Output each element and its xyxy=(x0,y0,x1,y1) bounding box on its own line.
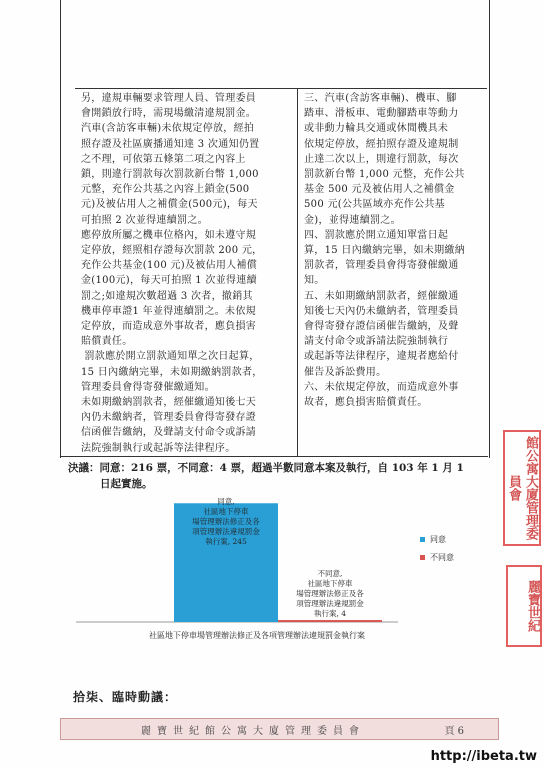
right-column-line: 知後七天內仍未繳納者，管理委員 xyxy=(304,305,459,317)
left-column-text xyxy=(75,88,297,456)
right-column-line: 三、汽車(含訪客車輛)、機車、腳 xyxy=(304,93,457,104)
decision-line1: 同意：216 票，不同意：4 票，超過半數同意本案及執行，自 103 年 1 月 1 xyxy=(99,462,464,474)
section-heading: 拾柒、臨時動議： xyxy=(73,690,178,704)
stamp2-text: 麗寶世紀 xyxy=(525,580,540,632)
data-label: 場管理辦法修正及各 xyxy=(296,589,364,599)
legend-label: 不同意 xyxy=(430,553,454,562)
data-label: 社區地下停車 xyxy=(307,579,353,589)
watermark: http://ibeta.tw xyxy=(430,749,537,764)
right-column-line: 罰款新台幣 1,000 元整，充作公共 xyxy=(304,169,465,181)
right-column-line: 故者，應負損害賠償責任。 xyxy=(304,397,428,409)
data-label: 執行案, 4 xyxy=(313,609,347,619)
right-column-line: 請支付命令或訴請法院強制執行 xyxy=(304,336,449,348)
left-column-line: 機車停車證1 年並得連續罰之。未依規 xyxy=(81,305,256,317)
legend-swatch xyxy=(420,537,425,542)
vote-chart xyxy=(68,492,488,654)
right-column-line: 止達二次以上，則違行罰款，每次 xyxy=(304,153,459,165)
left-column-line: 內仍未繳納者，管理委員會得寄發存證 xyxy=(81,412,257,424)
footer-org: 麗寶世紀館公寓大廈管理委員會 xyxy=(141,726,365,737)
stamp1-text: 館公寓大廈管理委員會 xyxy=(506,436,538,540)
right-column-line: 踏車、滑板車、電動腳踏車等動力 xyxy=(304,108,459,120)
data-label: 同意, xyxy=(217,497,235,506)
left-column-line: 之不理，可依第五條第二項之內容上 xyxy=(81,153,246,165)
left-column-line: 鎖，則違行罰款每次罰款新台幣 1,000 xyxy=(81,169,259,181)
right-column-line: 算，15 日內繳納完畢，如未期繳納 xyxy=(304,245,466,257)
right-column-line: 催告及訴訟費用。 xyxy=(304,366,387,378)
bar-disagree xyxy=(278,620,382,622)
red-seal-stamp-small xyxy=(506,565,542,647)
data-label: 不同意, xyxy=(317,569,343,579)
data-label: 執行案, 245 xyxy=(205,537,247,546)
decision-line2: 日起實施。 xyxy=(100,478,153,490)
vote-chart-svg xyxy=(68,492,488,654)
data-label: 項管理辦法違規罰金 xyxy=(296,599,364,609)
right-column-line: 基金 500 元及被佔用人之補償金 xyxy=(304,184,455,196)
left-column-line: 應停放所屬之機車位格內，如未遵守規 xyxy=(81,229,257,241)
left-column-line: 元)及被佔用人之補償金(500元)，每天 xyxy=(81,199,258,211)
left-column-line: 金(100元)，每天可拍照 1 次並得連續 xyxy=(81,275,257,287)
legend-label: 同意 xyxy=(430,535,446,544)
table-bottom-border xyxy=(60,456,488,457)
left-column-line: 信函催告繳納，及聲請支付命令或訴請 xyxy=(81,427,257,439)
left-column-line: 會開鎖放行時，需現場繳清違規罰金。 xyxy=(81,108,257,120)
legend-swatch xyxy=(420,555,425,560)
footer-page: 頁 6 xyxy=(444,726,464,737)
right-column-line: 依規定停放，經拍照存證及違規制 xyxy=(304,138,459,150)
footer-bar xyxy=(60,718,499,740)
left-column-line: 另，違規車輛要求管理人員、管理委員 xyxy=(81,93,257,104)
right-column-line: 五、未如期繳納罰款者，經催繳通 xyxy=(304,290,459,302)
data-label: 項管理辦法違規罰金 xyxy=(192,527,260,536)
right-column xyxy=(298,88,486,456)
right-column-line: 500 元(公共區域亦充作公共基 xyxy=(304,199,445,211)
left-column-line: 汽車(含訪客車輛)未依規定停放，經拍 xyxy=(81,123,255,135)
right-column-line: 金)，並得連續罰之。 xyxy=(304,214,401,226)
left-column-line: 法院強制執行或起訴等法律程序。 xyxy=(81,442,236,454)
data-label: 場管理辦法修正及各 xyxy=(192,517,260,526)
left-column xyxy=(75,88,298,456)
right-column-line: 或起訴等法律程序，違規者應給付 xyxy=(304,351,459,363)
red-seal-stamp xyxy=(503,430,541,546)
left-column-line: 元整，充作公共基之內容上鎖金(500 xyxy=(81,184,250,196)
left-column-line: 未如期繳納罰款者，經催繳通知後七天 xyxy=(81,397,257,409)
left-column-line: 罰之;如違規次數超過 3 次者，撤銷其 xyxy=(81,290,253,302)
left-column-line: 管理委員會得寄發催繳通知。 xyxy=(81,381,215,393)
left-column-line: 可拍照 2 次並得連續罰之。 xyxy=(81,214,208,226)
left-column-line: 定停放，經照相存證每次罰款 200 元， xyxy=(81,245,263,257)
right-column-line: 或非動力輪具交通或休閒機具未 xyxy=(304,123,449,135)
left-column-line: 賠償責任。 xyxy=(81,336,133,348)
decision xyxy=(68,460,488,492)
right-column-line: 罰款者，管理委員會得寄發催繳通 xyxy=(304,260,459,272)
left-column-line: 罰款應於開立罰款通知單之次日起算， xyxy=(81,351,260,363)
right-column-line: 四、罰款應於開立通知單當日起 xyxy=(304,229,449,241)
decision-label: 決議： xyxy=(68,462,100,474)
category-label: 社區地下停車場管理辦法修正及各項管理辦法違規罰金執行案 xyxy=(149,631,365,640)
right-column-text xyxy=(298,88,486,410)
right-column-line: 六、未依規定停放，而造成意外事 xyxy=(304,381,459,393)
right-column-line: 會得寄發存證信函催告繳納，及聲 xyxy=(304,321,459,333)
left-column-line: 15 日內繳納完畢，未如期繳納罰款者， xyxy=(81,366,263,378)
data-label: 社區地下停車 xyxy=(203,507,249,516)
left-column-line: 定停放，而造成意外事故者，應負損害 xyxy=(81,321,257,333)
right-column-line: 知。 xyxy=(304,275,325,287)
left-column-line: 照存證及社區廣播通知達 3 次通知仍置 xyxy=(81,138,260,150)
left-column-line: 充作公共基金(100 元)及被佔用人補償 xyxy=(81,260,258,272)
